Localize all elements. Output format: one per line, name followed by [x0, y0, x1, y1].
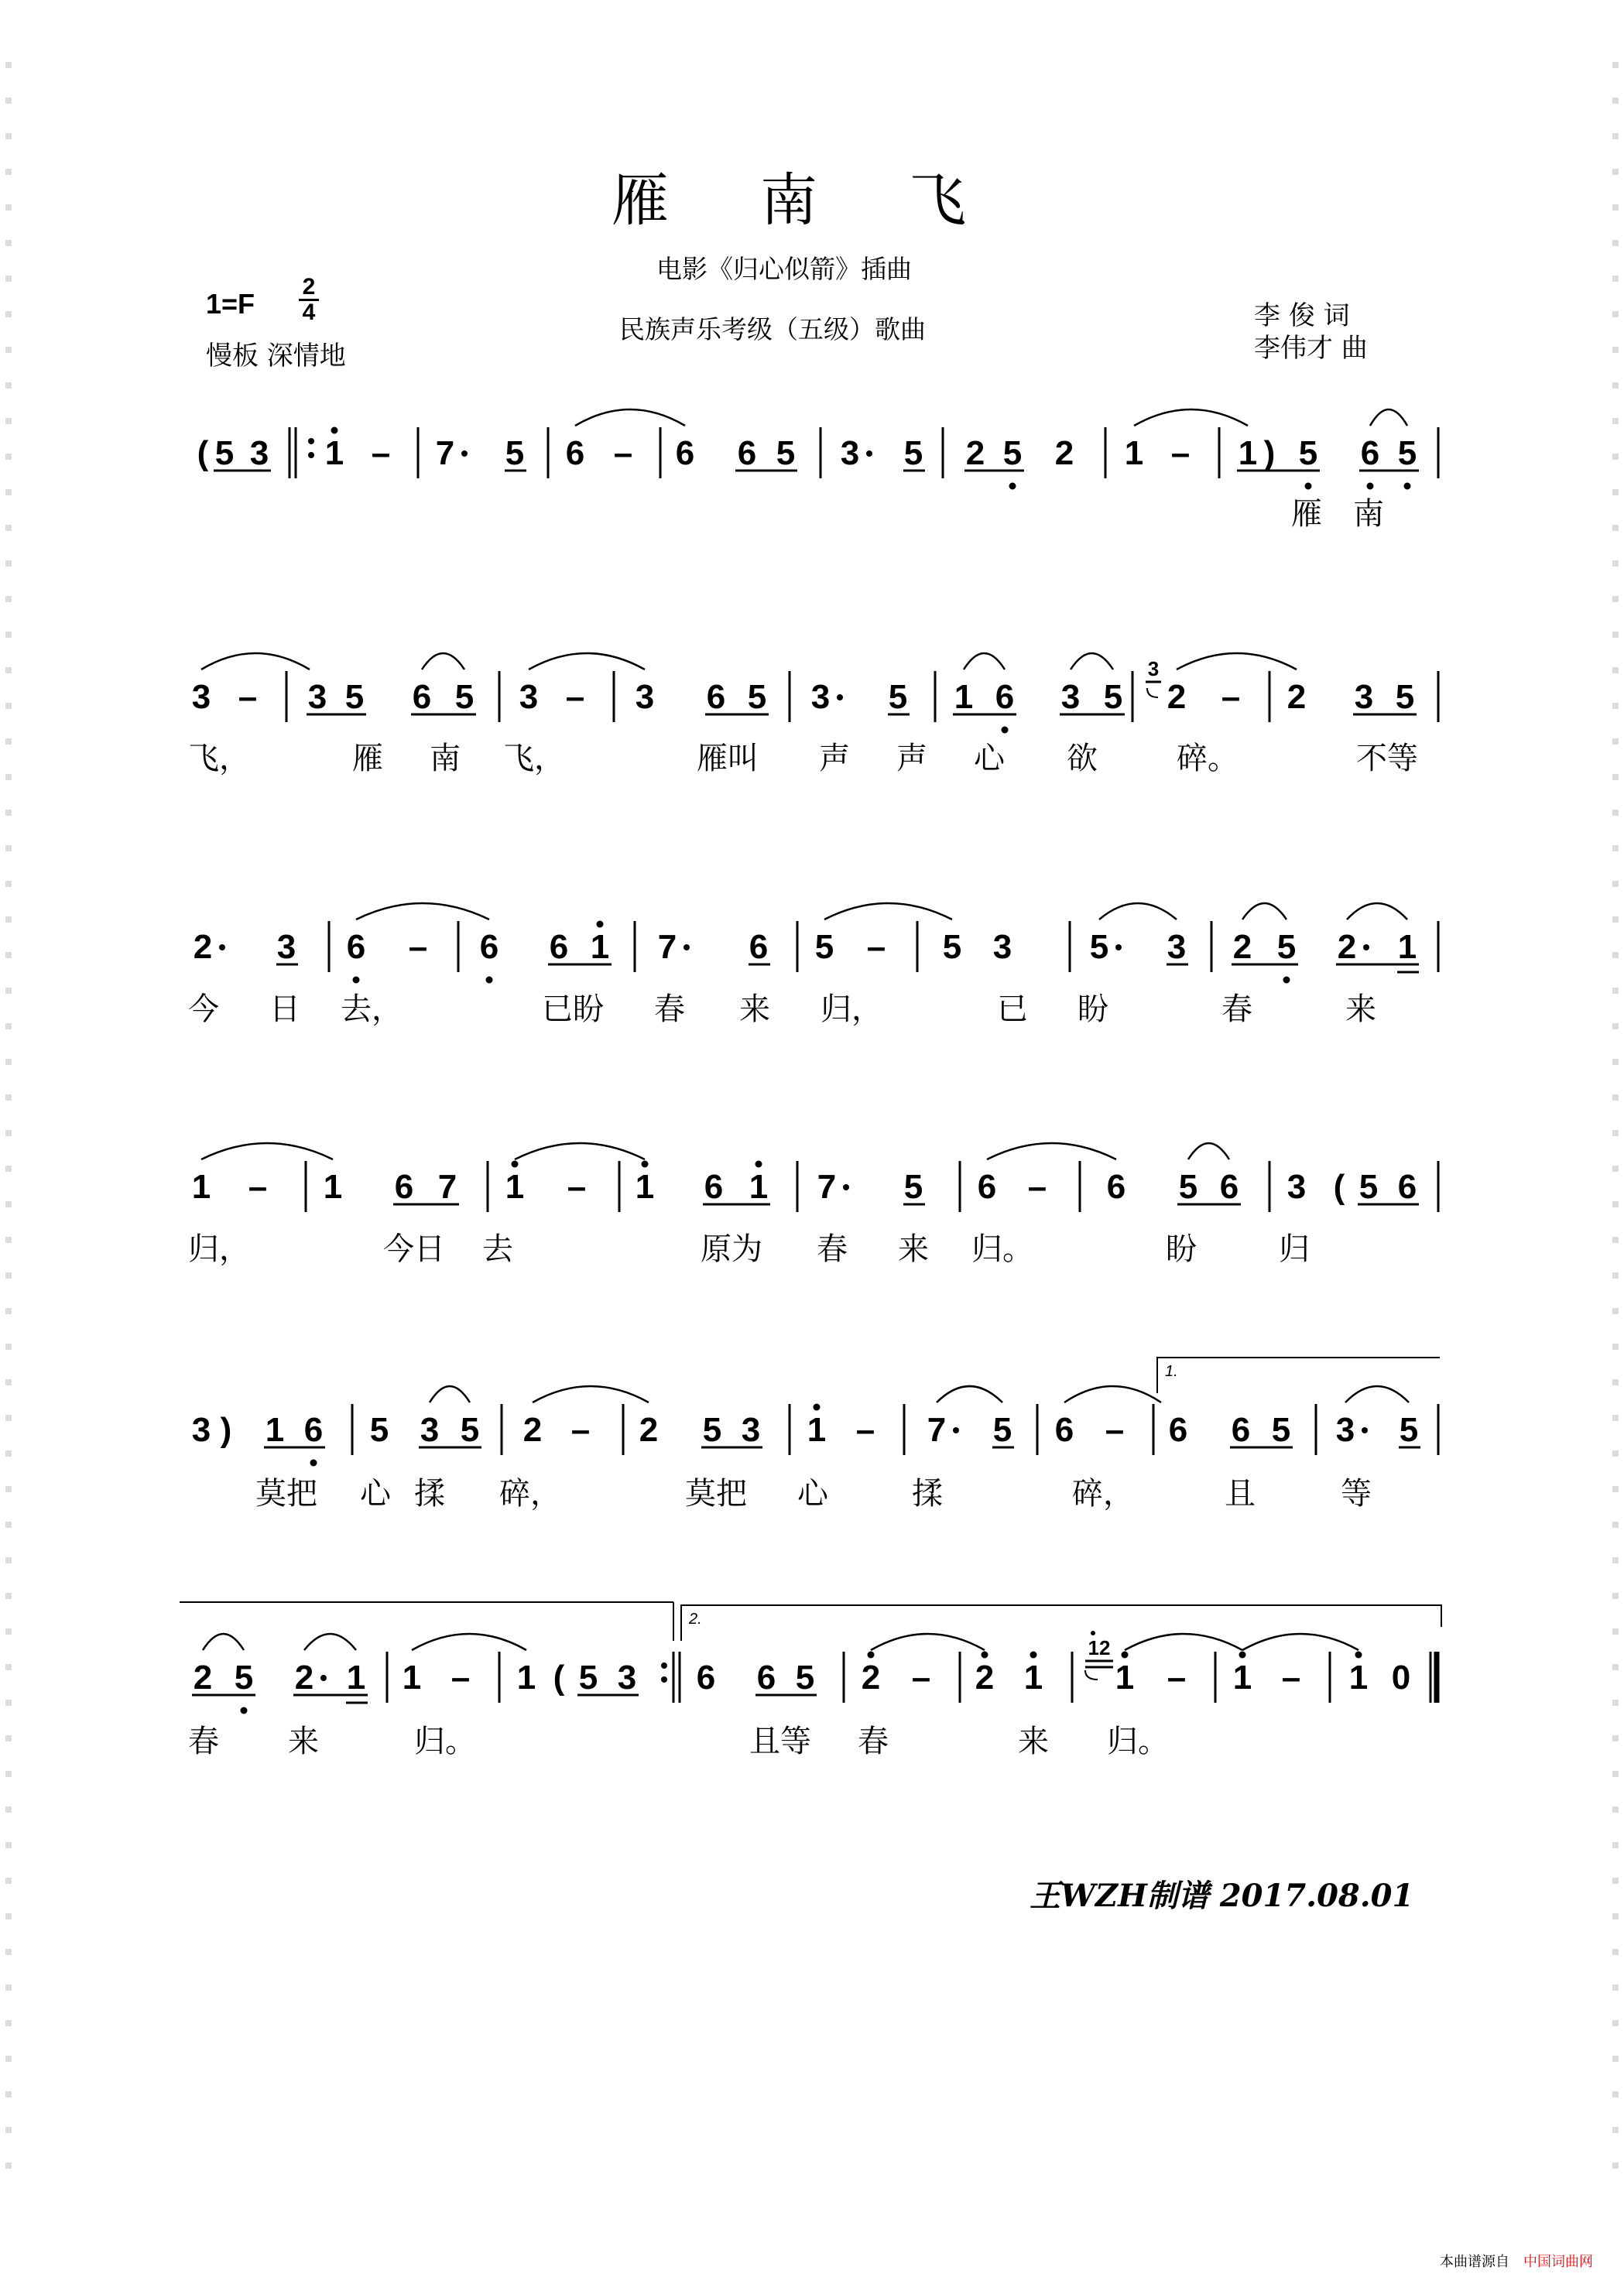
note: 2 [294, 1659, 314, 1697]
note: 1 [191, 1168, 211, 1206]
note: 5 [214, 434, 235, 472]
note: 2 [965, 434, 985, 472]
note: 5 [903, 1168, 923, 1206]
note: 7 [435, 434, 455, 472]
lyric: 声 [896, 741, 927, 776]
time-sig-top: 2 [302, 274, 316, 300]
note: – [565, 678, 585, 716]
lyric: 莫把 [685, 1476, 747, 1512]
note: 5 [234, 1659, 254, 1697]
lyric: 归， [188, 1231, 250, 1267]
augmentation-dot [843, 1184, 849, 1190]
note: 2 [193, 928, 213, 966]
volta-bracket-1 [1157, 1358, 1440, 1393]
note: 6 [565, 434, 585, 472]
parenthesis: ) [220, 1411, 232, 1449]
octave-dot-high [814, 1404, 821, 1411]
footer-source-label: 本曲谱源自 [1440, 2254, 1509, 2270]
note: 5 [1271, 1411, 1291, 1449]
note: 5 [1397, 434, 1417, 472]
note: 1 [1023, 1659, 1043, 1697]
note: 5 [369, 1411, 389, 1449]
slur [1345, 1386, 1409, 1402]
lyric: 飞， [503, 741, 565, 776]
note: 3 [1167, 928, 1187, 966]
note: 1 [346, 1659, 366, 1697]
note: 1 [1115, 1659, 1135, 1697]
lyric: 春 [188, 1724, 219, 1759]
lyric: 雁叫 [697, 741, 759, 776]
note: 6 [1054, 1411, 1074, 1449]
octave-dot-low [486, 977, 493, 984]
lyric: 声 [819, 741, 850, 776]
parenthesis: ( [553, 1659, 565, 1697]
note: 2 [639, 1411, 659, 1449]
slur [937, 1386, 1002, 1402]
note: 3 [635, 678, 655, 716]
note: 2 [1287, 678, 1307, 716]
slur [412, 1634, 526, 1650]
note: 6 [995, 678, 1015, 716]
lyric: 碎， [499, 1476, 561, 1512]
slur [1071, 653, 1113, 669]
note: 5 [1178, 1168, 1198, 1206]
lyric: 春 [654, 991, 685, 1027]
grace-note: 3 [1147, 657, 1160, 680]
grace-note: 12 [1088, 1636, 1111, 1659]
augmentation-dot [320, 1675, 327, 1681]
note: – [866, 928, 886, 966]
lyric: 已盼 [542, 991, 604, 1027]
note: – [238, 678, 258, 716]
note: – [371, 434, 391, 472]
note: 6 [1231, 1411, 1251, 1449]
repeat-dot [308, 452, 314, 458]
note: 7 [817, 1168, 837, 1206]
lyric: 且等 [749, 1724, 811, 1759]
note: 2 [522, 1411, 543, 1449]
note: 1 [505, 1168, 525, 1206]
note: 2 [193, 1659, 213, 1697]
octave-dot-low [1002, 727, 1009, 734]
slur [201, 1143, 333, 1159]
octave-dot-high [868, 1652, 875, 1659]
note: 5 [747, 678, 767, 716]
volta-bracket-2 [681, 1605, 1441, 1641]
composer-credit: 李伟才 曲 [1254, 333, 1368, 364]
octave-dot-low [1009, 483, 1016, 490]
lyricist-credit: 李 俊 词 [1254, 300, 1350, 331]
lyric: 盼 [1078, 991, 1108, 1027]
note: 6 [1168, 1411, 1188, 1449]
note: 5 [1089, 928, 1109, 966]
note: 6 [1360, 434, 1380, 472]
octave-dot-high [1355, 1652, 1362, 1659]
note: – [1281, 1659, 1301, 1697]
note: 6 [749, 928, 769, 966]
note: 3 [1335, 1411, 1355, 1449]
slur [871, 1634, 985, 1650]
lyric: 归， [821, 991, 882, 1027]
note: 7 [927, 1411, 947, 1449]
slur [1242, 903, 1287, 919]
lyric: 等 [1341, 1476, 1372, 1512]
note: 3 [617, 1659, 637, 1697]
lyric: 来 [1018, 1724, 1049, 1759]
note: 3 [191, 678, 211, 716]
note: 6 [696, 1659, 716, 1697]
note: 6 [706, 678, 726, 716]
lyric: 南 [1353, 496, 1384, 532]
note: – [1027, 1168, 1047, 1206]
octave-dot-low [1404, 483, 1411, 490]
note: 2 [1167, 678, 1187, 716]
note: 1 [1348, 1659, 1369, 1697]
collection-label: 民族声乐考级（五级）歌曲 [619, 314, 926, 344]
note: 6 [1106, 1168, 1126, 1206]
lyric: 碎， [1072, 1476, 1134, 1512]
lyric: 莫把 [255, 1476, 317, 1512]
slur [1064, 1386, 1161, 1402]
note: 1 [1232, 1659, 1252, 1697]
lyric: 飞， [188, 741, 250, 776]
lyric: 去 [482, 1231, 513, 1267]
note: 3 [992, 928, 1012, 966]
song-title: 雁南飞 [612, 167, 1057, 234]
augmentation-dot [684, 944, 690, 950]
note: 5 [888, 678, 908, 716]
octave-dot-high [597, 921, 604, 928]
note: 6 [756, 1659, 776, 1697]
slur [1370, 409, 1407, 426]
note: 5 [1276, 928, 1297, 966]
note: 3 [307, 678, 327, 716]
slur [201, 653, 310, 669]
lyric: 今 [188, 991, 219, 1027]
note: 5 [942, 928, 962, 966]
lyric: 南 [430, 741, 461, 776]
note: 5 [454, 678, 475, 716]
note: 5 [578, 1659, 598, 1697]
slur [533, 1386, 649, 1402]
repeat-dot [661, 1676, 667, 1683]
note: 1 [1238, 434, 1258, 472]
note: 3 [1287, 1168, 1307, 1206]
note: – [1167, 1659, 1187, 1697]
transcriber-signature: 王WZH制谱 2017.08.01 [1030, 1878, 1414, 1914]
parenthesis: ( [1333, 1168, 1345, 1206]
repeat-dot [661, 1662, 667, 1669]
note: 2 [1232, 928, 1252, 966]
note: 1 [265, 1411, 285, 1449]
lyric: 日 [269, 991, 300, 1027]
grace-hook [1147, 688, 1158, 697]
slur [515, 1143, 645, 1159]
lyric: 来 [288, 1724, 319, 1759]
note: 1 [1397, 928, 1417, 966]
note: 7 [657, 928, 677, 966]
note: 7 [437, 1168, 457, 1206]
note: 6 [303, 1411, 324, 1449]
note: 5 [903, 434, 923, 472]
note: – [248, 1168, 268, 1206]
note: – [567, 1168, 587, 1206]
note: 3 [810, 678, 831, 716]
lyric: 揉 [414, 1476, 445, 1512]
lyric: 雁 [352, 741, 383, 776]
slur [529, 653, 645, 669]
note: 6 [346, 928, 366, 966]
note: 2 [1337, 928, 1357, 966]
note: 5 [1298, 434, 1318, 472]
note: – [911, 1659, 931, 1697]
slur [964, 653, 1005, 669]
octave-dot-high [512, 1161, 519, 1168]
lyric: 不等 [1356, 741, 1418, 776]
note: 5 [1002, 434, 1023, 472]
note: 6 [479, 928, 499, 966]
slur [1125, 1634, 1242, 1650]
octave-dot-high [642, 1161, 649, 1168]
augmentation-dot [1362, 1427, 1368, 1433]
parenthesis: ( [197, 434, 209, 472]
note: 6 [412, 678, 432, 716]
note: 6 [1397, 1168, 1417, 1206]
octave-dot-high [1239, 1652, 1246, 1659]
footer-site-link[interactable]: 中国词曲网 [1523, 2254, 1593, 2270]
note: 5 [992, 1411, 1012, 1449]
note: – [1221, 678, 1241, 716]
note: 5 [795, 1659, 815, 1697]
note: 3 [519, 678, 539, 716]
augmentation-dot [1115, 944, 1122, 950]
note: 6 [675, 434, 695, 472]
augmentation-dot [461, 450, 468, 457]
lyric: 已 [997, 991, 1028, 1027]
lyric: 来 [739, 991, 770, 1027]
note: 5 [814, 928, 834, 966]
note: 5 [460, 1411, 480, 1449]
lyric: 碎。 [1177, 741, 1239, 776]
slur [575, 409, 685, 426]
note: 3 [840, 434, 860, 472]
augmentation-dot [866, 450, 872, 457]
note: – [451, 1659, 471, 1697]
note: 5 [1395, 678, 1415, 716]
note: 6 [977, 1168, 997, 1206]
slur [430, 1386, 470, 1402]
lyric: 归 [1279, 1231, 1310, 1267]
note: 2 [861, 1659, 881, 1697]
lyric: 归。 [971, 1231, 1033, 1267]
note: 5 [505, 434, 525, 472]
note: 5 [1358, 1168, 1379, 1206]
octave-dot-low [1283, 977, 1290, 984]
lyric: 心 [797, 1476, 828, 1512]
note: – [855, 1411, 875, 1449]
note: 1 [323, 1168, 343, 1206]
note: 2 [1054, 434, 1074, 472]
note: 5 [1399, 1411, 1419, 1449]
note: 3 [1354, 678, 1374, 716]
note: 3 [276, 928, 296, 966]
lyric: 来 [898, 1231, 929, 1267]
note: 1 [807, 1411, 827, 1449]
note: 1 [1124, 434, 1144, 472]
slur [1347, 903, 1407, 919]
octave-dot-low [241, 1707, 248, 1714]
slur [422, 653, 464, 669]
note: – [1105, 1411, 1125, 1449]
note: 1 [590, 928, 610, 966]
augmentation-dot [837, 694, 843, 700]
lyric: 来 [1345, 991, 1376, 1027]
octave-dot-high [1122, 1652, 1129, 1659]
slur [824, 903, 952, 919]
slur [304, 1634, 356, 1650]
octave-dot-high [1091, 1631, 1095, 1635]
note: 5 [776, 434, 796, 472]
octave-dot-high [331, 427, 338, 434]
note: – [570, 1411, 591, 1449]
note: – [613, 434, 633, 472]
slur [203, 1634, 244, 1650]
octave-dot-high [982, 1652, 988, 1659]
time-sig-bottom: 4 [302, 300, 316, 325]
note: 6 [704, 1168, 724, 1206]
octave-dot-low [353, 977, 360, 984]
note: 1 [954, 678, 974, 716]
note: 1 [749, 1168, 769, 1206]
note: 1 [324, 434, 344, 472]
lyric: 春 [1221, 991, 1252, 1027]
lyric: 归。 [1107, 1724, 1169, 1759]
song-subtitle: 电影《归心似箭》插曲 [656, 254, 912, 284]
note: 6 [549, 928, 569, 966]
parenthesis: ) [1263, 434, 1276, 472]
lyric: 归。 [414, 1724, 476, 1759]
note: 3 [191, 1411, 211, 1449]
volta-label: 2. [689, 1611, 702, 1628]
slur [1242, 1634, 1358, 1650]
grace-hook [1085, 1670, 1098, 1680]
note: – [1170, 434, 1191, 472]
lyric: 春 [817, 1231, 848, 1267]
lyric: 去， [341, 991, 403, 1027]
note: 3 [1060, 678, 1081, 716]
lyric: 欲 [1067, 741, 1098, 776]
note: 5 [702, 1411, 722, 1449]
lyric: 今日 [383, 1231, 445, 1267]
lyric: 揉 [912, 1476, 943, 1512]
augmentation-dot [219, 944, 225, 950]
lyric: 原为 [701, 1231, 762, 1267]
note: 6 [1219, 1168, 1239, 1206]
repeat-dot [308, 438, 314, 444]
lyric: 春 [858, 1724, 889, 1759]
tempo-marking: 慢板 深情地 [206, 341, 346, 372]
key-signature: 1=F [206, 288, 255, 320]
note: 3 [249, 434, 269, 472]
slur [1134, 409, 1248, 426]
augmentation-dot [1363, 944, 1369, 950]
note: – [408, 928, 428, 966]
note: 1 [635, 1168, 655, 1206]
note: 1 [516, 1659, 536, 1697]
lyric: 且 [1225, 1476, 1256, 1512]
note: 5 [1103, 678, 1123, 716]
note: 6 [394, 1168, 414, 1206]
lyric: 雁 [1291, 496, 1322, 532]
lyric: 心 [974, 741, 1005, 776]
volta-label: 1. [1165, 1363, 1178, 1380]
slur [987, 1143, 1116, 1159]
note: 2 [975, 1659, 995, 1697]
slur [1188, 1143, 1229, 1159]
octave-dot-low [310, 1460, 317, 1467]
note: 5 [344, 678, 365, 716]
octave-dot-high [1030, 1652, 1037, 1659]
lyric: 盼 [1166, 1231, 1197, 1267]
octave-dot-high [755, 1161, 762, 1168]
slur [1099, 903, 1177, 919]
slur [356, 903, 489, 919]
augmentation-dot [953, 1427, 959, 1433]
note: 3 [741, 1411, 761, 1449]
note: 6 [737, 434, 757, 472]
slur [1177, 653, 1297, 669]
note: 1 [402, 1659, 422, 1697]
note: 0 [1391, 1659, 1411, 1697]
lyric: 心 [360, 1476, 391, 1512]
note: 3 [420, 1411, 440, 1449]
